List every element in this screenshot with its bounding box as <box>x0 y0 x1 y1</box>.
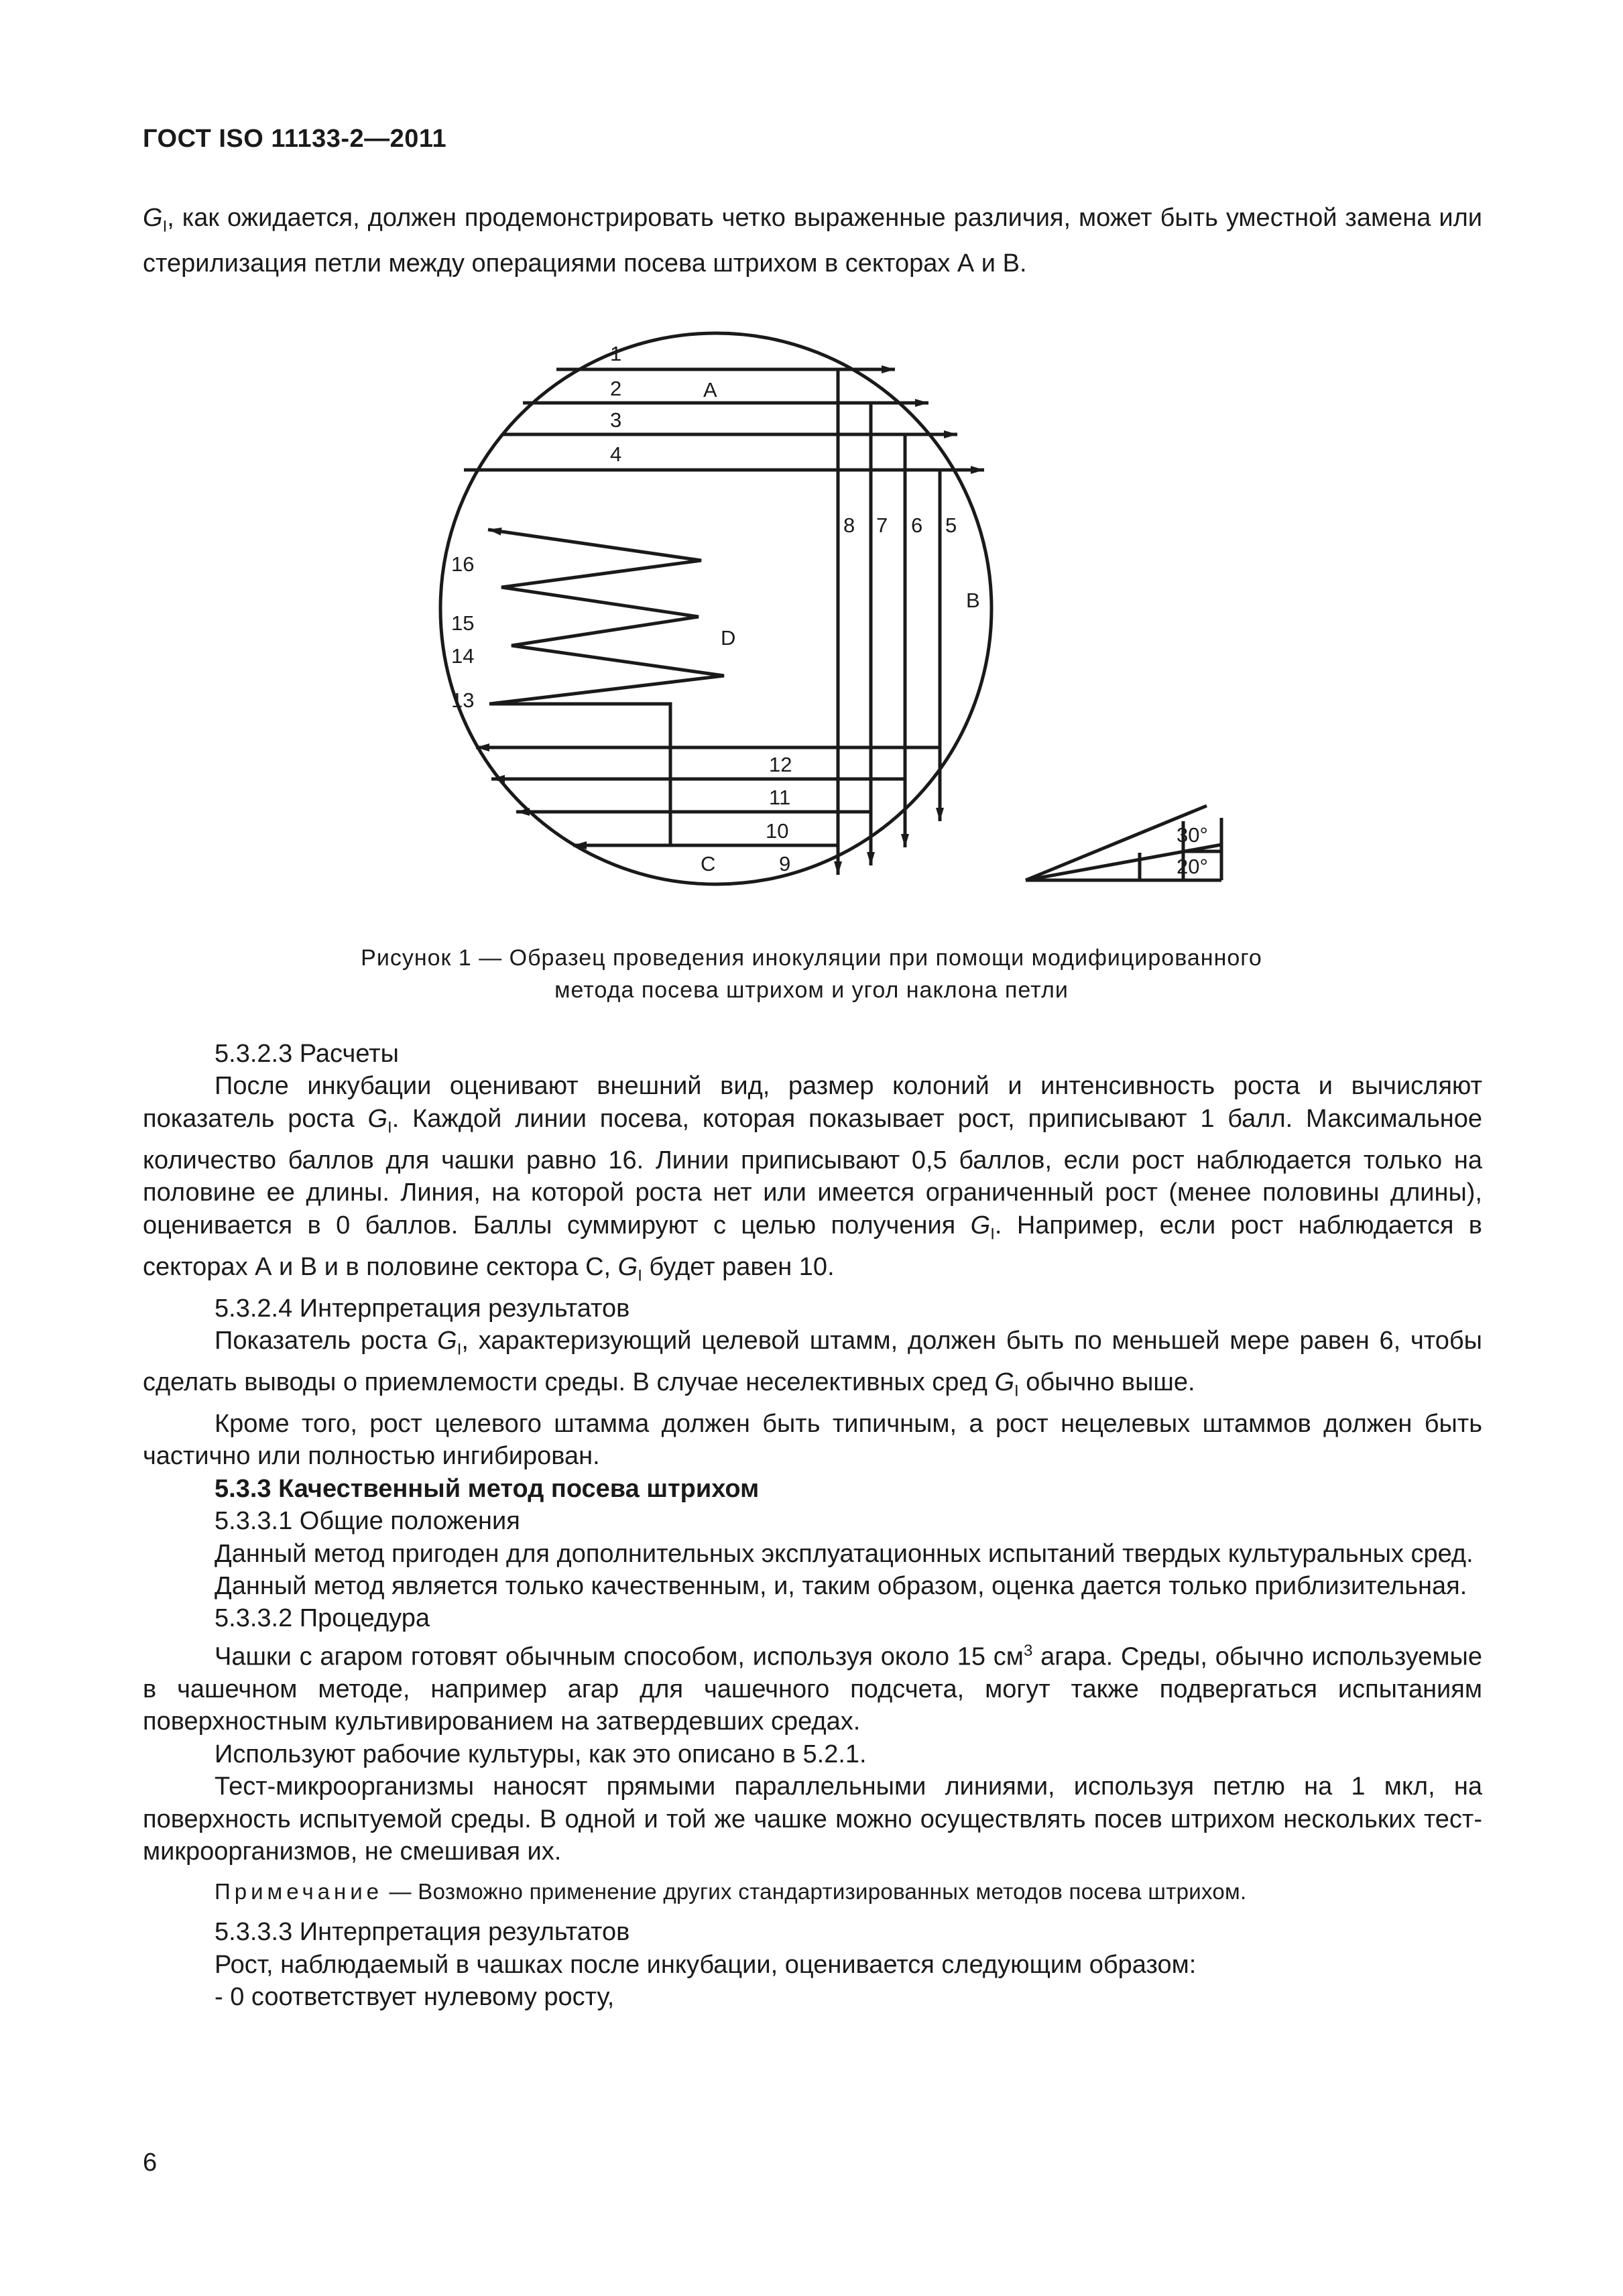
figure-caption <box>0 942 1623 1006</box>
intro-text: , как ожидается, должен продемонстрировать четко выраженные различия, может быть уместной замена или стерилизация петли между операциями посева штрихом в секторах А и В. <box>143 204 1482 278</box>
section-heading-5-3-2-3: 5.3.2.3 Расчеты <box>215 1040 399 1068</box>
paragraph-qualitative: Данный метод является только качественным, и, таким образом, оценка дается только приблизительная. <box>215 1572 1467 1601</box>
sector-label-d: D <box>721 626 736 650</box>
line-label-14: 14 <box>451 644 475 668</box>
line-label-3: 3 <box>610 408 622 432</box>
line-label-13: 13 <box>451 688 475 712</box>
document-header: ГОСТ ISO 11133-2—2011 <box>143 125 447 153</box>
line-label-5: 5 <box>945 513 957 537</box>
paragraph-growth-evaluation: Рост, наблюдаемый в чашках после инкубации, оценивается следующим образом: <box>215 1950 1197 1979</box>
paragraph-test-organisms: Тест-микроорганизмы наносят прямыми параллельными линиями, используя петлю на 1 мкл, на поверхность испытуемой среды. В одной и той же чашке можно осуществлять посев штрихом нескольких тест-микроорганизмов, не смешивая их. <box>143 1772 1482 1866</box>
paragraph-working-cultures: Используют рабочие культуры, как это описано в 5.2.1. <box>215 1740 867 1768</box>
section-heading-5-3-3: 5.3.3 Качественный метод посева штрихом <box>215 1474 760 1503</box>
line-label-11: 11 <box>769 786 791 809</box>
sector-label-a: A <box>703 378 717 402</box>
sector-label-c: C <box>701 852 716 875</box>
note-paragraph <box>143 1876 1482 1908</box>
caption-line-2: метода посева штрихом и угол наклона петли <box>554 977 1069 1003</box>
document-body <box>143 1038 1482 2014</box>
section-heading-5-3-3-1: 5.3.3.1 Общие положения <box>215 1507 520 1536</box>
line-label-10: 10 <box>766 819 789 843</box>
line-label-4: 4 <box>610 442 622 466</box>
section-heading-5-3-3-3: 5.3.3.3 Интерпретация результатов <box>215 1918 630 1947</box>
paragraph-interpretation: Показатель роста $G_I$, характеризующий целевой штамм, должен быть по меньшей мере равен 6, чтобы сделать выводы о приемлемости среды. В случае неселективных сред $G_I$ обычно выше. <box>143 1327 1482 1400</box>
paragraph-method-purpose: Данный метод пригоден для дополнительных эксплуатационных испытаний твердых культуральных сред. <box>215 1539 1474 1568</box>
figure-1 <box>0 315 1623 918</box>
list-item-zero-growth: - 0 соответствует нулевому росту, <box>215 1983 615 2012</box>
paragraph-calculations: После инкубации оценивают внешний вид, размер колоний и интенсивность роста и вычисляют показатель роста $G_I$. Каждой линии посева, которая показывает рост, приписывают 1 балл. Максимальное количество баллов для чашки равно 16. Линии приписывают 0,5 баллов, если рост наблюдается только на половине ее длины. Линия, на которой роста нет или имеется ограниченный рост (менее половины длины), оценивается в 0 баллов. Баллы суммируют с целью получения $G_I$. Например, если рост наблюдается в секторах А и В и в половине сектора С, $G_I$ будет равен 10. <box>143 1072 1482 1285</box>
zigzag-streak-d <box>488 530 724 845</box>
line-label-15: 15 <box>451 611 475 635</box>
growth-index-symbol: G <box>143 204 163 232</box>
note-text: — Возможно применение других стандартизированных методов посева штрихом. <box>383 1879 1247 1905</box>
growth-index-subscript: I <box>162 217 168 236</box>
angle-label-20: 20° <box>1177 855 1208 878</box>
line-label-7: 7 <box>876 513 888 537</box>
petri-dish-circle <box>440 333 991 884</box>
line-label-9: 9 <box>779 852 791 875</box>
intro-paragraph <box>143 200 1482 282</box>
caption-line-1: Рисунок 1 — Образец проведения инокуляции при помощи модифицированного <box>361 945 1262 971</box>
line-label-12: 12 <box>769 753 792 776</box>
sector-label-b: B <box>966 589 980 612</box>
paragraph-procedure: Чашки с агаром готовят обычным способом, используя около 15 $см^3$ агара. Среды, обычно используемые в чашечном методе, например агар для чашечного подсчета, могут также подвергаться испытаниям поверхностным культивированием на затвердевших средах. <box>143 1641 1482 1736</box>
section-heading-5-3-2-4: 5.3.2.4 Интерпретация результатов <box>215 1294 630 1323</box>
line-label-6: 6 <box>911 513 923 537</box>
note-label: Примечание <box>215 1879 383 1905</box>
line-label-8: 8 <box>843 513 855 537</box>
page-number: 6 <box>143 2149 158 2177</box>
angle-label-30: 30° <box>1177 823 1208 847</box>
paragraph-typical-growth: Кроме того, рост целевого штамма должен быть типичным, а рост нецелевых штаммов должен быть частично или полностью ингибирован. <box>143 1410 1482 1471</box>
line-label-16: 16 <box>451 552 475 576</box>
line-label-1: 1 <box>610 342 622 365</box>
section-heading-5-3-3-2: 5.3.3.2 Процедура <box>215 1604 430 1633</box>
streak-pattern-diagram <box>0 315 1623 918</box>
line-label-2: 2 <box>610 377 622 400</box>
